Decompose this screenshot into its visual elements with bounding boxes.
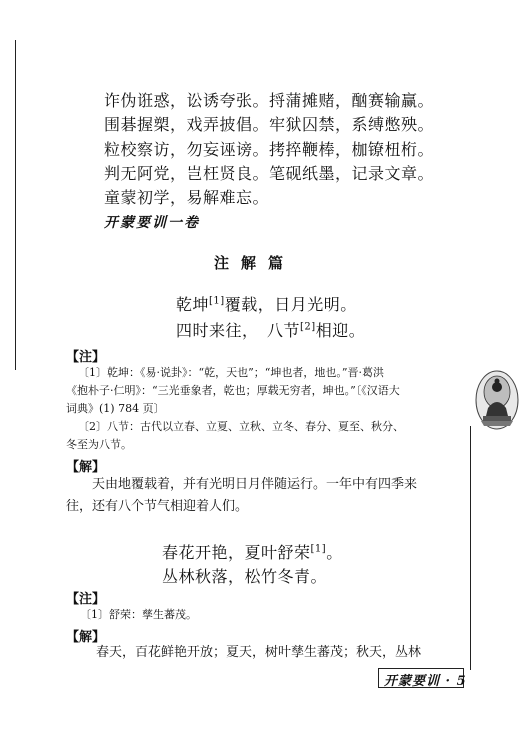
note-label: 【注】 <box>66 592 106 607</box>
verse-line: 判无阿党，岂枉贤良。笔砚纸墨，记录文章。 <box>104 164 435 183</box>
explain-line: 天由地覆载着，并有光明日月伴随运行。一年中有四季来 <box>92 477 418 492</box>
verse-text: 相迎。 <box>315 321 366 340</box>
explain-label: 【解】 <box>66 630 106 645</box>
verse-line: 诈伪诳惑，讼诱夸张。捋蒲摊赌，酗赛输赢。 <box>104 91 435 110</box>
page-footer: 开蒙要训 · 5 <box>384 674 467 689</box>
verse-line: 粒校察访，勿妄诬谤。拷捽鞭棒，枷镣杻桁。 <box>104 140 435 159</box>
verse-text: 乾坤 <box>176 295 210 314</box>
verse-text: 覆载，日月光明。 <box>224 295 357 314</box>
footnote-ref: [2] <box>300 321 316 333</box>
center-verse-line <box>176 318 365 341</box>
center-verse-line <box>162 540 343 563</box>
section-title: 注解篇 <box>214 254 296 272</box>
left-margin-line <box>15 40 16 370</box>
volume-end-signature: 开蒙要训一卷 <box>104 215 200 231</box>
verse-line: 童蒙初学，易解难忘。 <box>104 188 270 207</box>
verse-text: 四时来往， 八节 <box>176 321 301 340</box>
note-line: 〔1〕乾坤：《易·说卦》：“乾，天也”；“坤也者，地也。”晋·葛洪 <box>78 366 384 379</box>
note-line: 〔2〕八节：古代以立春、立夏、立秋、立冬、春分、夏至、秋分、 <box>78 420 404 433</box>
explain-label: 【解】 <box>66 460 106 475</box>
verse-line: 围碁握槊，戏弄披倡。牢狱囚禁，系缚憋殃。 <box>104 115 435 134</box>
note-line: 词典》(1) 784 页〕 <box>66 402 165 415</box>
explain-line: 春天，百花鲜艳开放；夏天，树叶孳生蕃茂；秋天，丛林 <box>96 645 422 660</box>
verse-text: 。 <box>326 543 343 562</box>
buddha-figure-icon <box>474 370 520 432</box>
center-verse-line <box>176 292 357 315</box>
footnote-ref: [1] <box>310 543 327 555</box>
note-line: 《抱朴子·仁明》：“三光垂象者，乾也；厚载无穷者，坤也。”〔《汉语大 <box>66 384 400 397</box>
explain-line: 往，还有八个节气相迎着人们。 <box>66 499 249 514</box>
note-line: 冬至为八节。 <box>66 438 132 451</box>
center-verse-line: 丛林秋落，松竹冬青。 <box>162 567 328 586</box>
note-label: 【注】 <box>66 350 106 365</box>
note-line: 〔1〕舒荣：孳生蕃茂。 <box>80 608 197 621</box>
verse-text: 春花开艳，夏叶舒荣 <box>162 543 311 562</box>
footnote-ref: [1] <box>209 295 225 307</box>
right-margin-line <box>470 426 471 670</box>
